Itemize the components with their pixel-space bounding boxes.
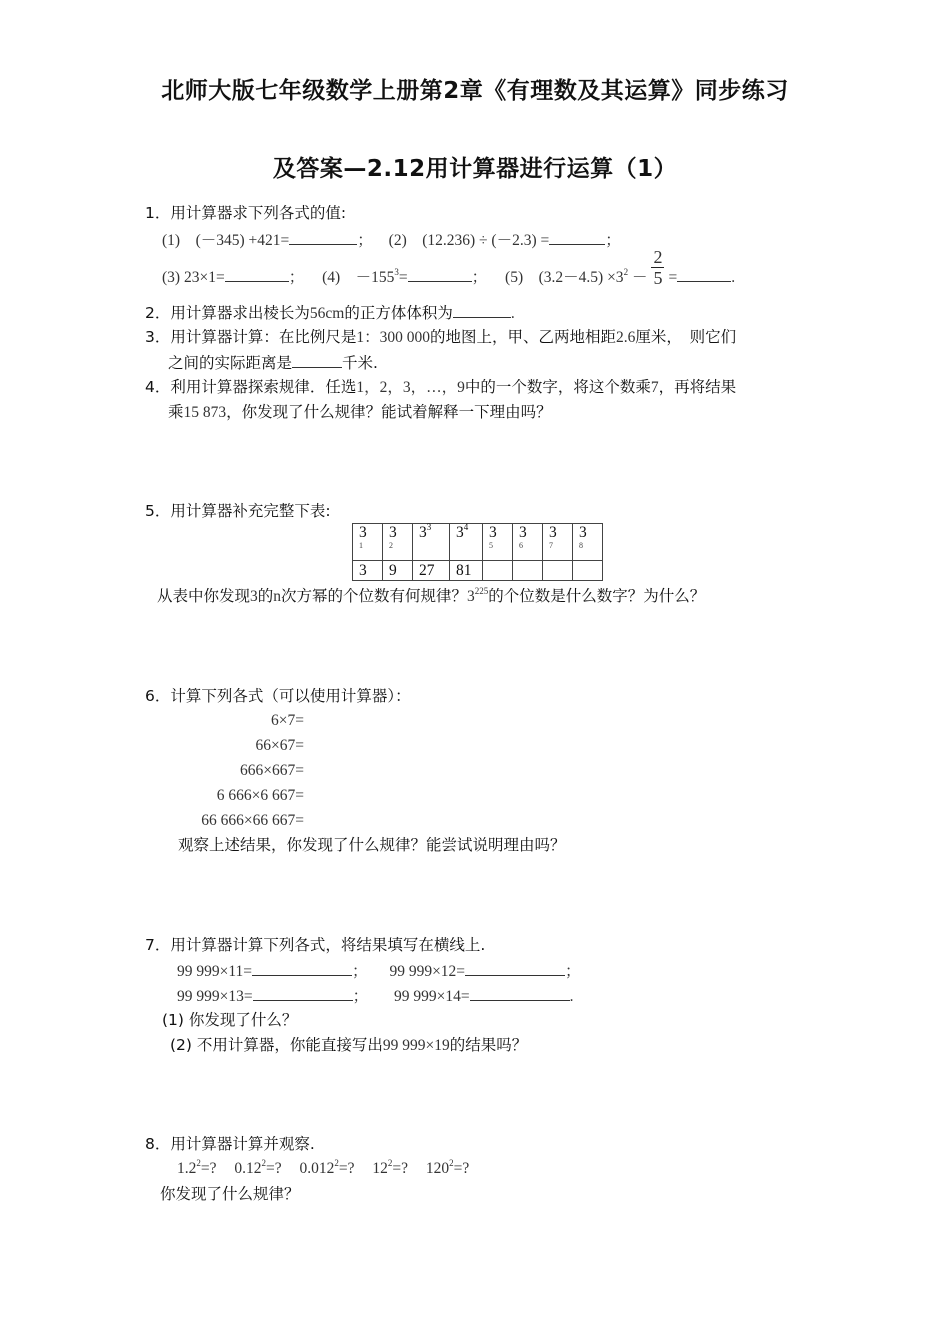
- table-value-cell-empty[interactable]: [483, 561, 513, 581]
- q3-line2: 之间的实际距离是 千米.: [168, 354, 378, 372]
- q7-sub1: (1) 你发现了什么？: [162, 1011, 298, 1029]
- q1-part3: (3) 23×1=: [162, 269, 225, 286]
- table-header-row: [353, 524, 603, 561]
- q1-row2: [162, 246, 736, 288]
- table-header-cell: 3 6: [513, 524, 543, 561]
- table-header-cell: 3 2: [383, 524, 413, 561]
- table-values-row: [353, 561, 603, 581]
- q5-label: 5．用计算器补充完整下表:: [145, 502, 331, 520]
- table-header-cell: 3 7: [543, 524, 573, 561]
- q6-label: 6．计算下列各式（可以使用计算器）：: [145, 687, 411, 705]
- table-header-cell: 3 8: [573, 524, 603, 561]
- q1-p2-end: ；: [605, 232, 621, 249]
- q1-answer-blank-5[interactable]: [677, 266, 731, 282]
- q1-p5-end: .: [731, 269, 736, 286]
- q1-part5: (5) $(3.2-4.5) \times 3^2$ －: [505, 267, 648, 286]
- q6-expr-1: 6×7=: [271, 712, 304, 729]
- q8-label: 8．用计算器计算并观察.: [145, 1135, 315, 1153]
- table-header-cell: 3 5: [483, 524, 513, 561]
- q7-answer-blank-2[interactable]: [465, 960, 565, 976]
- q1-p1-end: ；: [357, 232, 373, 249]
- q4-line1: 4．利用计算器探索规律．任选1，2，3，…，9中的一个数字，将这个数乘7，再将结果: [145, 378, 737, 396]
- table-header-cell: $3^4$: [450, 524, 483, 561]
- q8-item: $120^2=$?: [425, 1158, 470, 1177]
- q6-expr-5: 66 666×66 667=: [201, 812, 304, 829]
- q8-item: $12^2=$?: [372, 1158, 408, 1177]
- q2-answer-blank[interactable]: [453, 302, 511, 318]
- q6-expr-4: 6 666×6 667=: [216, 787, 304, 804]
- q8-item: $0.012^2=$?: [299, 1158, 355, 1177]
- q4-line2: 乘15 873，你发现了什么规律？能试着解释一下理由吗？: [168, 403, 552, 421]
- table-value-cell-empty[interactable]: [513, 561, 543, 581]
- q1-answer-blank-1[interactable]: [289, 229, 357, 245]
- q7-answer-blank-1[interactable]: [252, 960, 352, 976]
- q1-part2: (2) (12.236) ÷ (－2.3) =: [388, 232, 550, 249]
- q7-answer-blank-3[interactable]: [253, 985, 353, 1001]
- q8-expressions: [177, 1159, 469, 1179]
- q7-row2: 99 999×13= ； 99 999×14= .: [177, 985, 573, 1007]
- table-value-cell-empty[interactable]: [543, 561, 573, 581]
- table-header-cell: 3 1: [353, 524, 383, 561]
- q2-text: 2．用计算器求出棱长为56cm的正方体体积为 .: [145, 304, 515, 322]
- q6-expr-2: 66×67=: [255, 737, 304, 754]
- q1-part4: (4) $-155^3=$: [322, 267, 408, 286]
- q7-sub2: (2) 不用计算器，你能直接写出99 999×19的结果吗？: [170, 1036, 528, 1054]
- q6-question: 观察上述结果，你发现了什么规律？能尝试说明理由吗？: [178, 836, 566, 854]
- table-value-cell: 27: [413, 561, 450, 581]
- q1-fraction: $\frac{2}{5}$: [653, 246, 663, 288]
- table-value-cell: 81: [450, 561, 483, 581]
- table-header-cell: $3^3$: [413, 524, 450, 561]
- q1-answer-blank-4[interactable]: [408, 266, 472, 282]
- powers-of-three-table: [352, 523, 603, 581]
- q8-item: $1.2^2=$?: [177, 1158, 217, 1177]
- q1-p5-equals: =: [668, 269, 678, 286]
- table-value-cell-empty[interactable]: [573, 561, 603, 581]
- q5-question: 从表中你发现3的n次方幂的个位数有何规律？$3^{225}$的个位数是什么数字？为什么？: [157, 586, 706, 605]
- q3-answer-blank[interactable]: [292, 352, 342, 368]
- q1-p4-end: ；: [471, 269, 488, 286]
- q8-item: $0.12^2=$?: [234, 1158, 282, 1177]
- q1-row1: [162, 229, 621, 251]
- q1-label: 1．用计算器求下列各式的值:: [145, 204, 347, 222]
- q7-label: 7．用计算器计算下列各式，将结果填写在横线上.: [145, 936, 486, 954]
- q6-expr-3: 666×667=: [240, 762, 304, 779]
- document-title-line2: 及答案—2.12用计算器进行运算（1）: [272, 156, 678, 182]
- table-value-cell: 9: [383, 561, 413, 581]
- q1-answer-blank-3[interactable]: [225, 266, 289, 282]
- document-title-line1: 北师大版七年级数学上册第2章《有理数及其运算》同步练习: [161, 78, 789, 104]
- q1-answer-blank-2[interactable]: [549, 229, 605, 245]
- q3-line1: 3．用计算器计算：在比例尺是1：300 000的地图上，甲、乙两地相距2.6厘米， 则它们: [145, 328, 737, 346]
- q1-part1: (1) (－345) +421=: [162, 232, 290, 249]
- q7-answer-blank-4[interactable]: [470, 985, 570, 1001]
- table-value-cell: 3: [353, 561, 383, 581]
- q7-row1: 99 999×11= ； 99 999×12= ；: [177, 960, 581, 982]
- q8-question: 你发现了什么规律？: [160, 1185, 300, 1203]
- q1-p3-end: ；: [288, 269, 305, 286]
